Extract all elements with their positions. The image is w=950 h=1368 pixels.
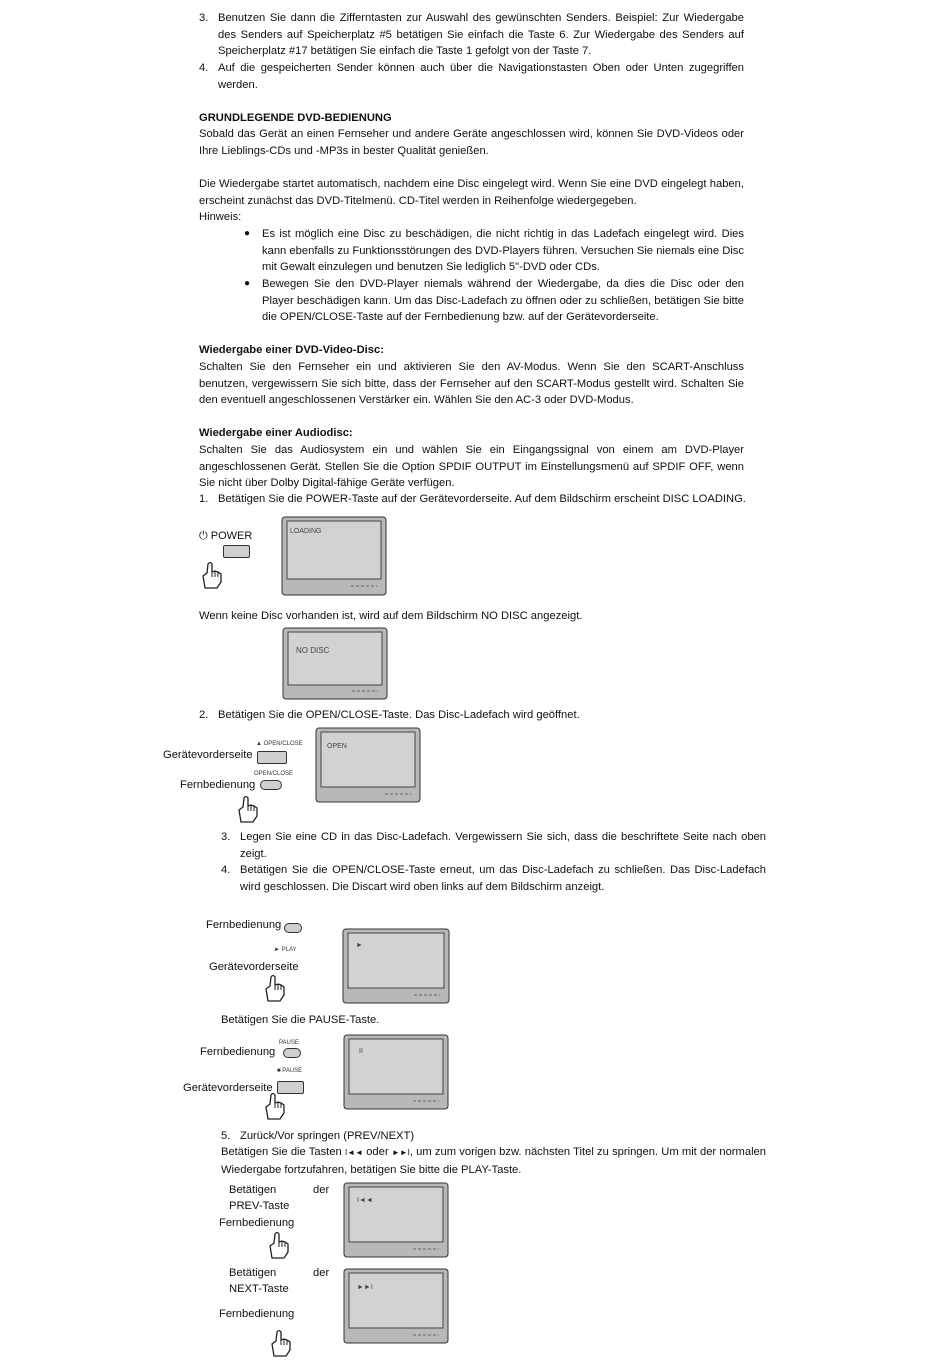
- basic-paragraph-1: Sobald das Gerät an einen Fernseher und andere Geräte angeschlossen wird, können Sie DVD-Videos oder Ihre Lieblings-CDs und -MP3s in bester Qualität genießen.: [199, 128, 744, 157]
- dvd-text: Schalten Sie den Fernseher ein und aktivieren Sie den AV-Modus. Wenn Sie den SCART-Anschluss benutzen, vergewissern Sie sich bitte, dass der Fernseher auf den SCART-Modus gestellt wird. Schalten Sie den eventuell angeschlossenen Verstärker ein. Wählen Sie den AC-3 oder DVD-Modus.: [199, 361, 744, 407]
- step-1-number: 1.: [199, 493, 209, 505]
- play-remote-button[interactable]: [284, 923, 302, 933]
- remote-label: Fernbedienung: [206, 919, 282, 931]
- screen-pause-icon: II: [359, 1048, 363, 1055]
- item-4-number: 4.: [199, 62, 209, 74]
- power-symbol-icon: ⏻: [199, 530, 208, 542]
- tv-screen-loading: [281, 516, 387, 596]
- screen-play-icon: ►: [356, 942, 363, 949]
- step-3-text: Legen Sie eine CD in das Disc-Ladefach. Vergewissern Sie sich, dass die beschriftete Seite nach oben zeigt.: [240, 831, 766, 860]
- audio-heading: Wiedergabe einer Audiodisc:: [199, 427, 353, 439]
- remote-label: Fernbedienung: [180, 779, 256, 791]
- front-panel-label: Gerätevorderseite: [163, 749, 253, 761]
- open-close-front-label: ▲ OPEN/CLOSE: [256, 741, 303, 747]
- next-label-3: Fernbedienung: [219, 1308, 295, 1320]
- step-2-text: Betätigen Sie die OPEN/CLOSE-Taste. Das Disc-Ladefach wird geöffnet.: [218, 709, 580, 721]
- screen-loading-text: LOADING: [290, 528, 322, 535]
- pointing-hand-icon: [266, 1230, 292, 1266]
- hint-label: Hinweis:: [199, 211, 242, 223]
- dvd-heading: Wiedergabe einer DVD-Video-Disc:: [199, 344, 384, 356]
- pause-text: Betätigen Sie die PAUSE-Taste.: [221, 1014, 380, 1026]
- tv-screen-no-disc: [282, 627, 388, 700]
- screen-open-text: OPEN: [327, 743, 347, 750]
- pointing-hand-icon: [235, 794, 261, 830]
- tv-screen-play: [342, 928, 450, 1004]
- pause-remote-label: PAUSE: [279, 1040, 299, 1046]
- step-5-number: 5.: [221, 1130, 231, 1142]
- prev-label-2: PREV-Taste: [229, 1200, 290, 1212]
- pause-front-label: ■ PAUSE: [277, 1068, 303, 1074]
- screen-no-disc-text: NO DISC: [296, 646, 330, 655]
- pause-remote-button[interactable]: [283, 1048, 301, 1058]
- step-3-number: 3.: [221, 831, 231, 843]
- power-button[interactable]: [223, 545, 250, 558]
- open-close-remote-button[interactable]: [260, 780, 282, 790]
- basic-heading: GRUNDLEGENDE DVD-BEDIENUNG: [199, 112, 392, 124]
- step-5-title: Zurück/Vor springen (PREV/NEXT): [240, 1130, 415, 1142]
- step-2-number: 2.: [199, 709, 209, 721]
- hint-bullet-1: Es ist möglich eine Disc zu beschädigen, die nicht richtig in das Ladefach eingelegt wird. Dies kann ebenfalls zu Funktionsstörungen des DVD-Players führen. Versuchen Sie niemals eine Disc mit Gewalt einzulegen und benutzen Sie lediglich 5"-DVD oder CDs.: [262, 228, 744, 274]
- prev-label-1b: der: [313, 1184, 330, 1196]
- no-disc-text: Wenn keine Disc vorhanden ist, wird auf dem Bildschirm NO DISC angezeigt.: [199, 610, 583, 622]
- front-panel-label: Gerätevorderseite: [209, 961, 299, 973]
- tv-screen-open: [315, 727, 421, 803]
- power-label: ⏻ POWER: [199, 530, 253, 542]
- item-3-number: 3.: [199, 12, 209, 24]
- tv-screen-prev: [343, 1182, 449, 1258]
- prev-label-3: Fernbedienung: [219, 1217, 295, 1229]
- open-close-front-button[interactable]: [257, 751, 287, 764]
- item-4-text: Auf die gespeicherten Sender können auch über die Navigationstasten Oben oder Unten zugegriffen werden.: [218, 62, 744, 91]
- next-symbol-icon: ►►I: [391, 1148, 410, 1157]
- audio-text: Schalten Sie das Audiosystem ein und wählen Sie ein Eingangssignal von einem am DVD-Player angeschlossenen Gerät. Stellen Sie die Option SPDIF OUTPUT im Einstellungsmenü auf SPDIF OFF, wenn Sie nicht über Dolby Digital-fähige Geräte verfügen.: [199, 444, 744, 490]
- step-4-number: 4.: [221, 864, 231, 876]
- next-label-2: NEXT-Taste: [229, 1283, 289, 1295]
- front-panel-label: Gerätevorderseite: [183, 1082, 273, 1094]
- tv-screen-next: [343, 1268, 449, 1344]
- item-3-text: Benutzen Sie dann die Zifferntasten zur Auswahl des gewünschten Senders. Beispiel: Zur Wiedergabe des Senders auf Speicherplatz #5 betätigen Sie einfach die Taste 6. Zur Wiedergabe des Senders auf Speicherplatz #17 betätigen Sie einfach die Taste 1 gefolgt von der Taste 7.: [218, 12, 744, 58]
- pointing-hand-icon: [199, 560, 225, 596]
- next-label-1b: der: [313, 1267, 330, 1279]
- pointing-hand-icon: [262, 973, 288, 1009]
- pointing-hand-icon: [262, 1091, 288, 1127]
- hint-bullet-2: Bewegen Sie den DVD-Player niemals während der Wiedergabe, da dies die Disc oder den Player beschädigen kann. Um das Disc-Ladefach zu öffnen oder zu schließen, betätigen Sie bitte die OPEN/CLOSE-Taste auf der Fernbedienung bzw. auf der Gerätevorderseite.: [262, 278, 744, 324]
- bullet-dot-icon: ●: [244, 228, 251, 239]
- screen-next-icon: ►►I: [357, 1284, 373, 1291]
- step-1-text: Betätigen Sie die POWER-Taste auf der Gerätevorderseite. Auf dem Bildschirm erscheint DISC LOADING.: [218, 493, 746, 505]
- step-5-text: Betätigen Sie die Tasten I◄◄ oder ►►I, um zum vorigen bzw. nächsten Titel zu springen. Um mit der normalen Wiedergabe fortzufahren, betätigen Sie bitte die PLAY-Taste.: [221, 1146, 767, 1176]
- tv-screen-pause: [343, 1034, 449, 1110]
- screen-prev-icon: I◄◄: [357, 1197, 373, 1204]
- open-close-remote-label: OPEN/CLOSE: [254, 771, 294, 777]
- play-front-label: ► PLAY: [274, 947, 297, 953]
- pointing-hand-icon: [268, 1328, 294, 1364]
- bullet-dot-icon: ●: [244, 278, 251, 289]
- prev-label-1: Betätigen: [229, 1184, 277, 1196]
- remote-label: Fernbedienung: [200, 1046, 276, 1058]
- prev-symbol-icon: I◄◄: [344, 1148, 363, 1157]
- basic-paragraph-2: Die Wiedergabe startet automatisch, nachdem eine Disc eingelegt wird. Wenn Sie eine DVD eingelegt haben, erscheint zunächst das DVD-Titelmenü. CD-Titel werden in Reihenfolge wiedergegeben.: [199, 178, 744, 207]
- next-label-1: Betätigen: [229, 1267, 277, 1279]
- step-4-text: Betätigen Sie die OPEN/CLOSE-Taste erneut, um das Disc-Ladefach zu schließen. Das Disc-Ladefach wird geschlossen. Die Discart wird oben links auf dem Bildschirm anzeigt.: [240, 864, 766, 893]
